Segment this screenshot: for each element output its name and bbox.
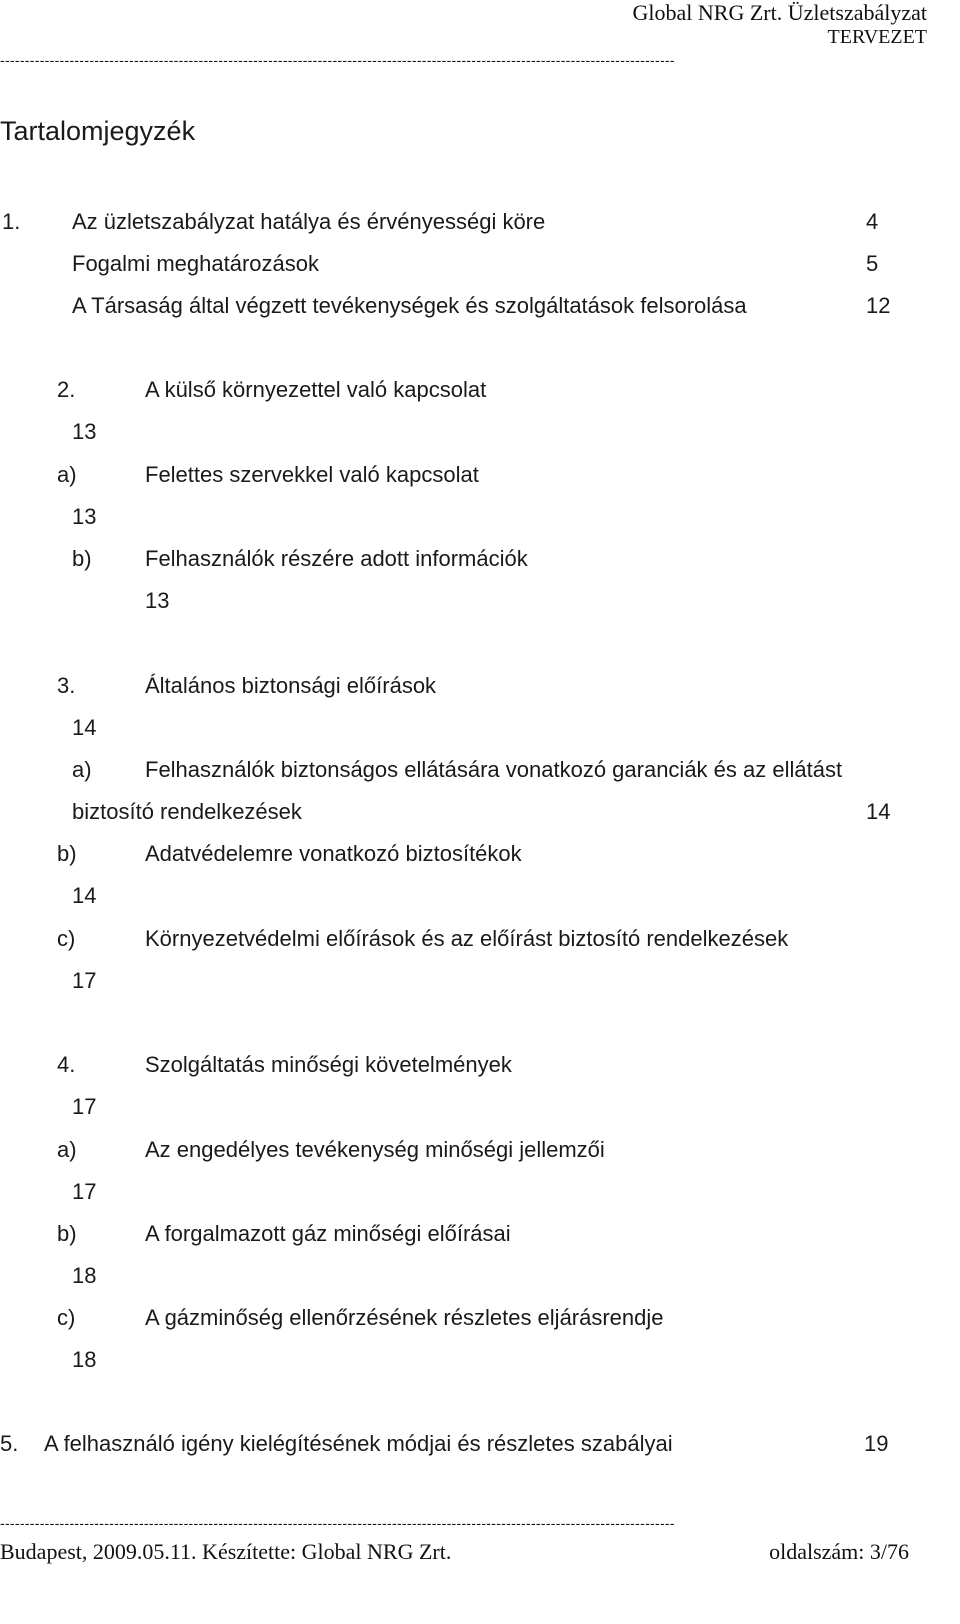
toc-entry-title: A Társaság által végzett tevékenységek és szolgáltatások felsorolása [72, 293, 747, 318]
toc-entry-number: 5. [0, 1431, 19, 1456]
toc-entry-title: A külső környezettel való kapcsolat [145, 377, 487, 402]
toc-entry-page: 18 [72, 1347, 97, 1372]
toc-entry-page: 17 [72, 1179, 97, 1204]
toc-entry-title: Adatvédelemre vonatkozó biztosítékok [145, 841, 522, 866]
toc-entry-number: a) [57, 1137, 77, 1162]
toc-entry-number: 1. [2, 209, 21, 234]
toc-entry-number: 2. [57, 377, 76, 402]
header-status-line: TERVEZET [827, 26, 927, 48]
toc-entry-title: Általános biztonsági előírások [145, 673, 437, 698]
toc-entry-number: 3. [57, 673, 76, 698]
toc-entry-title: Az engedélyes tevékenység minőségi jellemzői [145, 1137, 605, 1162]
toc-entry-page: 12 [866, 293, 891, 318]
toc-entry-title: Szolgáltatás minőségi követelmények [145, 1052, 512, 1077]
footer-author: Budapest, 2009.05.11. Készítette: Global NRG Zrt. [0, 1539, 452, 1564]
toc-entry-number: b) [57, 1221, 77, 1246]
toc-entry-title-continued: biztosító rendelkezések [72, 799, 302, 824]
header-separator: ---------------------------------------------------------------------------------------------------------------------------------------- [0, 52, 675, 68]
toc-entry-page: 14 [72, 715, 97, 740]
toc-entry-title: Felhasználók részére adott információk [145, 546, 528, 571]
toc-entry-page: 14 [72, 883, 97, 908]
toc-entry-title: A gázminőség ellenőrzésének részletes eljárásrendje [145, 1305, 664, 1330]
footer-page-number: oldalszám: 3/76 [769, 1539, 909, 1564]
toc-entry-page: 4 [866, 209, 879, 234]
toc-entry-page: 17 [72, 1094, 97, 1119]
toc-entry-page: 14 [866, 799, 891, 824]
toc-entry-number: a) [57, 462, 77, 487]
toc-entry-page: 13 [72, 419, 97, 444]
toc-entry-number: b) [72, 546, 92, 571]
toc-entry-title: A felhasználó igény kielégítésének módjai és részletes szabályai [44, 1431, 673, 1456]
toc-entry-number: b) [57, 841, 77, 866]
toc-entry-number: 4. [57, 1052, 76, 1077]
toc-entry-number: c) [57, 926, 76, 951]
toc-entry-page: 13 [72, 504, 97, 529]
toc-entry-page: 19 [864, 1431, 889, 1456]
toc-entry-title: Felettes szervekkel való kapcsolat [145, 462, 479, 487]
toc-entry-number: c) [57, 1305, 76, 1330]
toc-entry-number: a) [72, 757, 92, 782]
toc-entry-title: Környezetvédelmi előírások és az előírást biztosító rendelkezések [145, 926, 789, 951]
toc-entry-page: 17 [72, 968, 97, 993]
toc-entry-page: 5 [866, 251, 879, 276]
toc-entry-title: A forgalmazott gáz minőségi előírásai [145, 1221, 511, 1246]
toc-entry-title: Felhasználók biztonságos ellátására vonatkozó garanciák és az ellátást [145, 757, 843, 782]
toc-title: Tartalomjegyzék [0, 116, 196, 146]
toc-entry-title: Az üzletszabályzat hatálya és érvényességi köre [72, 209, 546, 234]
toc-entry-title: Fogalmi meghatározások [72, 251, 320, 276]
toc-entry-page: 18 [72, 1263, 97, 1288]
header-company-line: Global NRG Zrt. Üzletszabályzat [632, 0, 927, 25]
footer-separator: ---------------------------------------------------------------------------------------------------------------------------------------- [0, 1515, 675, 1531]
toc-entry-page: 13 [145, 588, 170, 613]
